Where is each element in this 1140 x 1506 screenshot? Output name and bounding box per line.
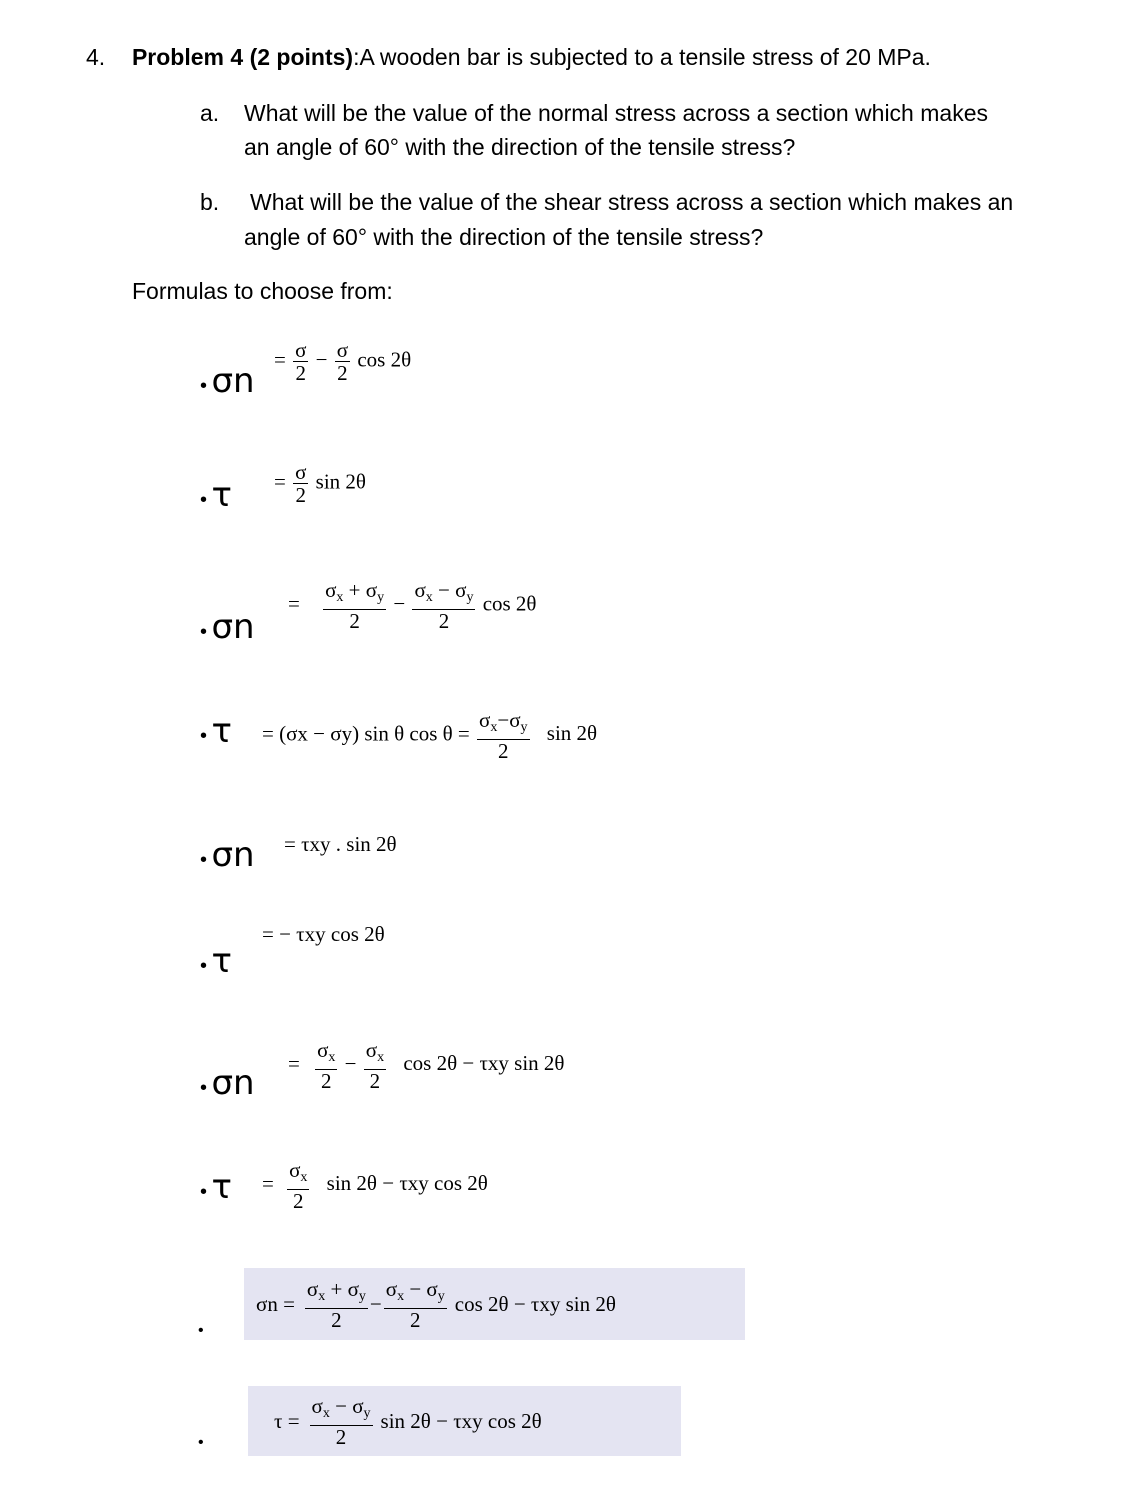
- part-a-line1: What will be the value of the normal stress across a section which makes: [244, 100, 988, 126]
- fraction: $\frac{\sigma}{2}$: [295, 338, 307, 385]
- formulas-heading: Formulas to choose from:: [132, 278, 393, 304]
- problem-title: Problem 4 (2 points): [131, 44, 354, 70]
- formula-5-rhs: = τxy . sin 2θ: [284, 832, 397, 856]
- formula-1-rhs: = $\frac{\sigma}{2}$ − $\frac{\sigma}{2}$ cos 2θ: [274, 338, 412, 385]
- formula-10-bullet: •: [198, 1434, 204, 1451]
- part-b-line1: What will be the value of the shear stress across a section which makes an: [250, 189, 1014, 215]
- tau-symbol: τ: [211, 475, 232, 515]
- formula-4: • τ: [200, 711, 232, 751]
- formula-1: [200, 361, 255, 401]
- formula-6-rhs: = − τxy cos 2θ: [262, 922, 385, 946]
- formula-10-box: τ = $\frac{\sigma_x - \sigma_y}{2}$ sin 2θ − τxy cos 2θ: [248, 1386, 681, 1456]
- problem-number: 4.: [86, 44, 106, 70]
- formula-3-rhs: = $\frac{\sigma_x + \sigma_y}{2}$ − $\frac{\sigma_x - \sigma_y}{2}$ cos 2θ: [288, 578, 537, 633]
- part-b-line2: angle of 60° with the direction of the tensile stress?: [244, 224, 764, 250]
- formula-6: • τ: [200, 941, 232, 981]
- bullet: •: [200, 375, 208, 397]
- problem-text: :A wooden bar is subjected to a tensile stress of 20 MPa.: [353, 44, 931, 70]
- formula-3: • σn: [200, 607, 255, 647]
- part-b-label: b.: [200, 189, 220, 215]
- formula-2: • τ: [200, 475, 232, 515]
- sigma-n-symbol: σn: [211, 361, 255, 401]
- formula-9-bullet: •: [198, 1322, 204, 1339]
- part-a-line2: an angle of 60° with the direction of the tensile stress?: [244, 134, 796, 160]
- formula-9-box: σn = $\frac{\sigma_x + \sigma_y}{2}$ − $\frac{\sigma_x - \sigma_y}{2}$ cos 2θ − τxy sin 2θ: [244, 1268, 745, 1340]
- formula-4-rhs: = (σx − σy) sin θ cos θ = $\frac{\sigma_x-\sigma_y}{2}$ sin 2θ: [262, 708, 598, 763]
- formula-8-rhs: = $\frac{\sigma_x}{2}$ sin 2θ − τxy cos 2θ: [262, 1158, 488, 1213]
- formula-8: • τ: [200, 1167, 232, 1207]
- formula-7-rhs: = $\frac{\sigma_x}{2}$ − $\frac{\sigma_x}{2}$ cos 2θ − τxy sin 2θ: [288, 1038, 565, 1093]
- fraction: $\frac{\sigma}{2}$: [336, 338, 349, 385]
- problem-heading: [86, 42, 931, 72]
- formula-7: • σn: [200, 1063, 255, 1103]
- formula-5: • σn: [200, 835, 255, 875]
- formula-2-rhs: = $\frac{\sigma}{2}$ sin 2θ: [274, 460, 366, 507]
- part-a-label: a.: [200, 100, 220, 126]
